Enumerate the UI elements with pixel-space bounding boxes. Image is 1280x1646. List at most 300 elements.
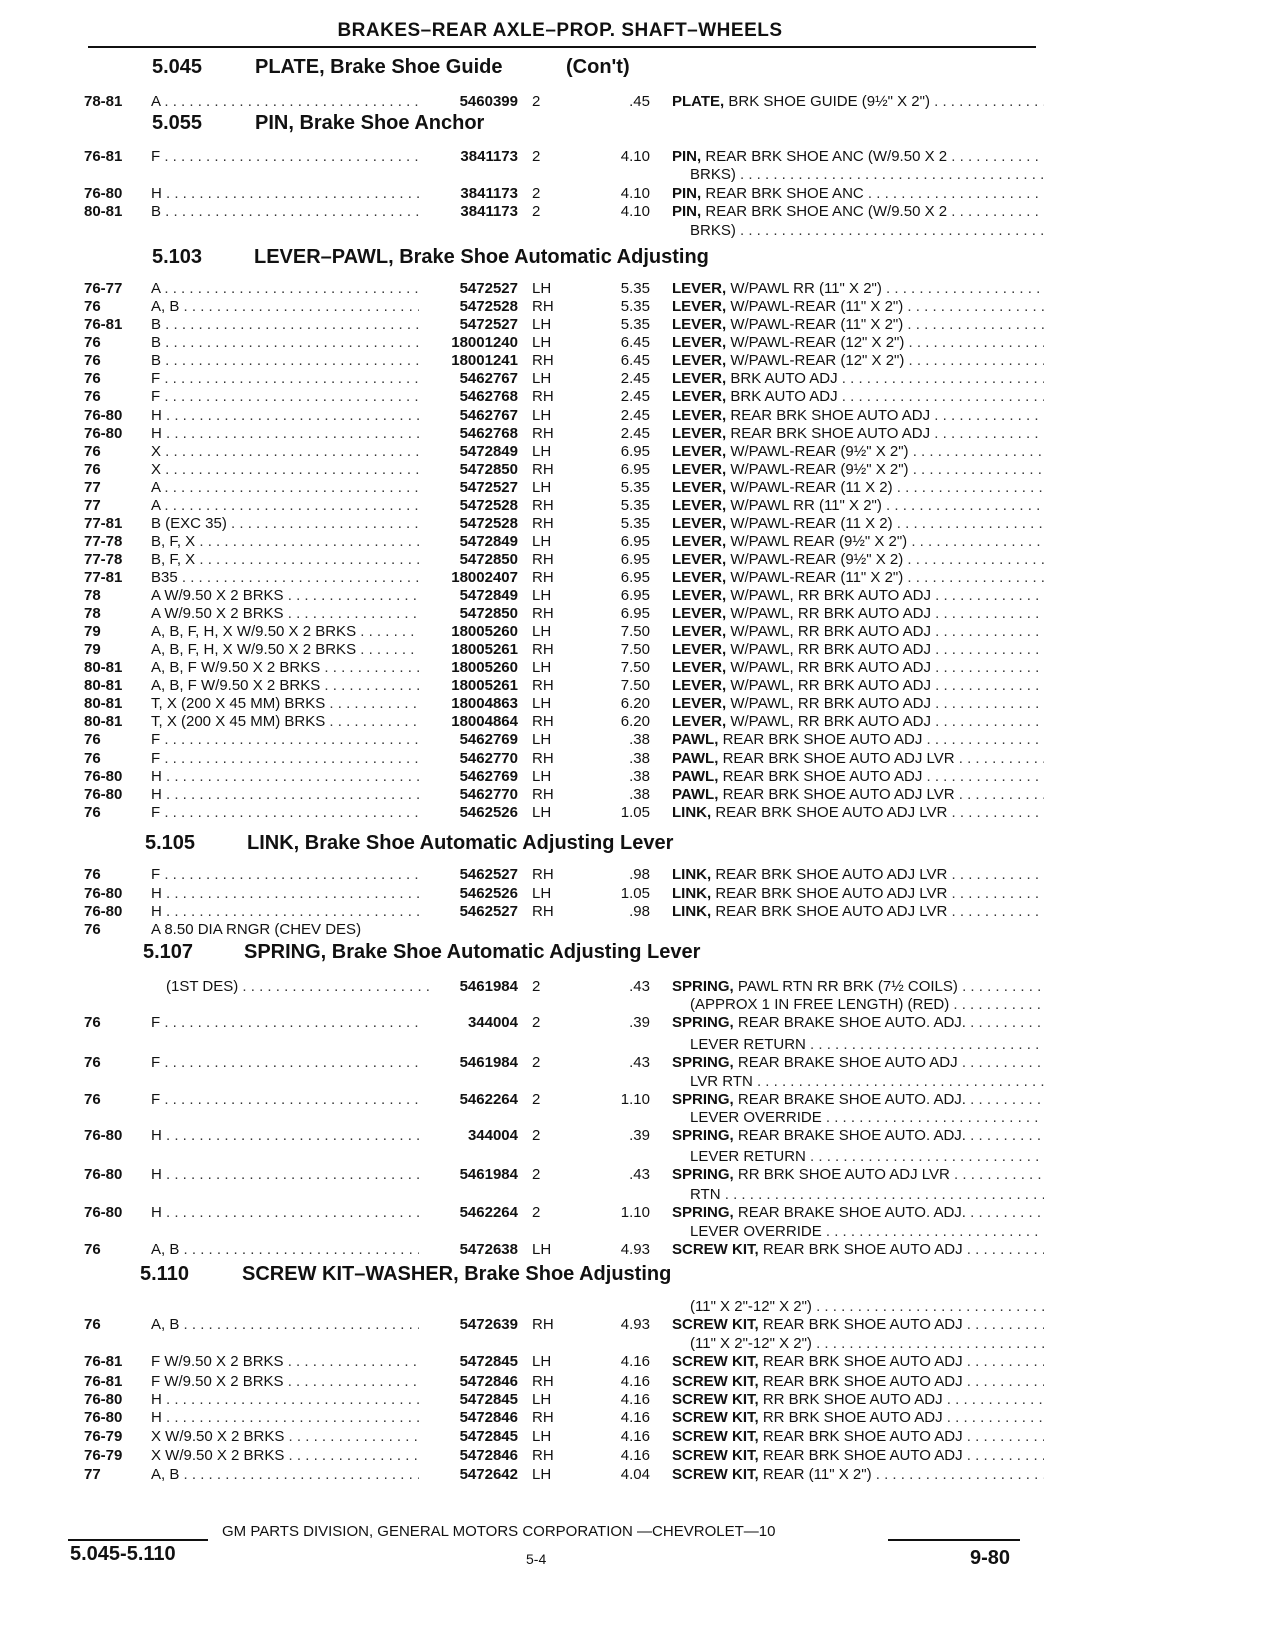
model-application: X . . . [151,443,419,461]
parts-row [0,659,1280,677]
model-year: 76-80 [84,768,123,785]
model-year: 80-81 [84,695,123,712]
description-continuation [0,166,1280,184]
quantity: 2 [532,1014,541,1031]
quantity: 2 [532,1166,541,1183]
model-year: 76-79 [84,1428,123,1445]
parts-row [0,1373,1280,1391]
model-application: X . . . [151,461,419,479]
list-price: .39 [629,1014,650,1031]
quantity: RH [532,515,554,532]
model-year: 77-81 [84,515,123,532]
part-description-text: W/PAWL, RR BRK AUTO ADJ [730,641,931,658]
part-noun: LEVER, [672,352,727,369]
part-description [672,750,1044,768]
description-continued: (APPROX 1 IN FREE LENGTH) (RED) . . . [690,996,1044,1014]
quantity: LH [532,334,552,351]
parts-row [0,768,1280,786]
part-noun: PIN, [672,185,702,202]
quantity: RH [532,388,554,405]
list-price: 6.95 [620,443,650,460]
part-noun: LEVER, [672,443,727,460]
list-price: 6.95 [620,569,650,586]
part-description-text: REAR BRK SHOE ANC (W/9.50 X 2 [705,148,948,165]
part-number: 5472642 [459,1466,518,1483]
parts-row [0,93,1280,111]
list-price: 5.35 [620,497,650,514]
list-price: 2.45 [620,388,650,405]
model-application: H . . . [151,1409,419,1427]
part-description [672,479,1044,497]
description-continued: LEVER RETURN . . . [690,1148,1044,1166]
part-noun: SPRING, [672,978,734,995]
section-number: 5.103 [152,246,203,268]
part-description [672,978,1044,996]
model-application: T, X (200 X 45 MM) BRKS . . . [151,695,419,713]
part-noun: PAWL, [672,768,719,785]
list-price: 6.95 [620,461,650,478]
part-description [672,605,1044,623]
section-number: 5.045 [152,56,203,78]
quantity: LH [532,316,552,333]
list-price: .43 [629,978,650,995]
part-description [672,425,1044,443]
part-number: 18002407 [451,569,518,586]
model-year: 76-80 [84,1409,123,1426]
model-application: F . . . [151,148,419,166]
quantity: 2 [532,185,541,202]
model-year: 76 [84,1014,101,1031]
model-year: 76 [84,1316,101,1333]
list-price: 5.35 [620,316,650,333]
description-continuation [0,996,1280,1014]
part-description-text: REAR BRK SHOE AUTO ADJ [762,1447,963,1464]
description-continuation [0,1298,1280,1316]
part-description-text: W/PAWL, RR BRK AUTO ADJ [730,623,931,640]
part-description-text: BRK AUTO ADJ [730,388,838,405]
parts-row [0,1353,1280,1371]
parts-row [0,1127,1280,1145]
list-price: .38 [629,768,650,785]
part-noun: SPRING, [672,1166,734,1183]
list-price: .98 [629,903,650,920]
part-number: 5472850 [459,551,518,568]
part-number: 5472846 [459,1409,518,1426]
model-year: 77 [84,497,101,514]
part-description-text: W/PAWL, RR BRK AUTO ADJ [730,659,931,676]
list-price: 2.45 [620,370,650,387]
parts-row [0,1204,1280,1222]
section-number: 5.110 [140,1263,189,1285]
model-application: H . . . [151,1127,419,1145]
part-number: 5462768 [459,388,518,405]
model-application: A, B . . . [151,1316,419,1334]
part-description-text: REAR BRK SHOE AUTO ADJ [762,1353,963,1370]
part-description [672,1373,1044,1391]
quantity: 2 [532,1127,541,1144]
part-noun: LINK, [672,804,712,821]
model-application: B . . . [151,334,419,352]
part-number: 18005261 [451,677,518,694]
list-price: .39 [629,1127,650,1144]
quantity: LH [532,1428,552,1445]
model-application: B, F, X . . . [151,551,419,569]
parts-row [0,1166,1280,1184]
model-year: 76 [84,461,101,478]
model-year: 80-81 [84,659,123,676]
part-description [672,443,1044,461]
model-application: F . . . [151,731,419,749]
model-year: 76-80 [84,1391,123,1408]
model-year: 76 [84,1241,101,1258]
part-description [672,866,1044,884]
description-continued: (11" X 2"-12" X 2") . . . [690,1335,1044,1353]
part-noun: LEVER, [672,587,727,604]
part-noun: LEVER, [672,623,727,640]
list-price: .98 [629,866,650,883]
part-number: 344004 [467,1127,518,1144]
part-description [672,334,1044,352]
part-description-text: W/PAWL-REAR (11 X 2) [730,515,893,532]
section-name: SPRING, Brake Shoe Automatic Adjusting Lever [244,941,701,963]
parts-row [0,280,1280,298]
model-year: 76 [84,750,101,767]
list-price: 7.50 [620,641,650,658]
parts-row [0,185,1280,203]
model-application: H . . . [151,885,419,903]
model-application: F . . . [151,1014,419,1032]
model-application: H . . . [151,1204,419,1222]
model-year: 76-81 [84,1373,123,1390]
model-year: 76-80 [84,425,123,442]
part-description-text: W/PAWL, RR BRK AUTO ADJ [730,587,931,604]
description-continuation [0,1335,1280,1353]
quantity: LH [532,1466,552,1483]
part-description-text: W/PAWL, RR BRK AUTO ADJ [730,677,931,694]
part-noun: LEVER, [672,316,727,333]
list-price: .38 [629,731,650,748]
description-continued: LEVER OVERRIDE . . . [690,1109,1044,1127]
parts-row [0,443,1280,461]
part-noun: SCREW KIT, [672,1373,759,1390]
part-description [672,497,1044,515]
quantity: RH [532,298,554,315]
part-number: 5461984 [459,978,518,995]
part-description-text: W/PAWL, RR BRK AUTO ADJ [730,713,931,730]
part-noun: SPRING, [672,1091,734,1108]
model-application: H . . . [151,1166,419,1184]
quantity: LH [532,1353,552,1370]
part-description [672,1054,1044,1072]
part-description [672,903,1044,921]
part-description-text: W/PAWL-REAR (11" X 2") [730,298,904,315]
part-description-text: W/PAWL, RR BRK AUTO ADJ [730,695,931,712]
model-year: 76 [84,921,101,938]
quantity: LH [532,731,552,748]
part-number: 5462770 [459,750,518,767]
quantity: LH [532,280,552,297]
part-description-text: REAR BRAKE SHOE AUTO ADJ [737,1054,958,1071]
part-description [672,731,1044,749]
parts-row [0,1241,1280,1259]
part-number: 5461984 [459,1054,518,1071]
model-application: H . . . [151,185,419,203]
list-price: .43 [629,1166,650,1183]
model-application: (1ST DES) . . . [166,978,434,996]
model-application: F . . . [151,1091,419,1109]
part-description [672,93,1044,111]
parts-row [0,1014,1280,1032]
part-description [672,461,1044,479]
part-description [672,677,1044,695]
part-description-text: W/PAWL, RR BRK AUTO ADJ [730,605,931,622]
quantity: RH [532,569,554,586]
model-application: B, F, X . . . [151,533,419,551]
section-name: PLATE, Brake Shoe Guide [255,56,503,78]
part-description-text: BRK AUTO ADJ [730,370,838,387]
part-description [672,298,1044,316]
part-description [672,1166,1044,1184]
part-description [672,1204,1044,1222]
part-noun: SCREW KIT, [672,1353,759,1370]
list-price: 4.93 [620,1241,650,1258]
model-application: F . . . [151,388,419,406]
model-year: 76-77 [84,280,123,297]
part-description-text: W/PAWL-REAR (12" X 2") [730,334,905,351]
parts-row [0,533,1280,551]
model-application: F . . . [151,804,419,822]
part-number: 5462527 [459,866,518,883]
part-number: 5472638 [459,1241,518,1258]
part-description [672,515,1044,533]
part-noun: SCREW KIT, [672,1316,759,1333]
part-description-text: W/PAWL-REAR (11" X 2") [730,316,904,333]
list-price: 4.93 [620,1316,650,1333]
part-description-text: REAR BRK SHOE AUTO ADJ [762,1428,963,1445]
parts-row [0,804,1280,822]
list-price: .45 [629,93,650,110]
description-continued: (11" X 2"-12" X 2") . . . [690,1298,1044,1316]
model-application: A . . . [151,280,419,298]
part-number: 5462526 [459,804,518,821]
model-year: 80-81 [84,713,123,730]
list-price: 6.95 [620,533,650,550]
description-continued: LEVER OVERRIDE . . . [690,1223,1044,1241]
model-year: 76-79 [84,1447,123,1464]
list-price: .38 [629,750,650,767]
part-number: 5462264 [459,1091,518,1108]
parts-row [0,388,1280,406]
part-description-text: RR BRK SHOE AUTO ADJ [762,1409,943,1426]
part-number: 5472849 [459,533,518,550]
part-number: 5472528 [459,515,518,532]
list-price: 1.05 [620,804,650,821]
part-description [672,352,1044,370]
model-year: 76-81 [84,316,123,333]
model-year: 77-78 [84,551,123,568]
part-description-text: PAWL RTN RR BRK (7½ COILS) [737,978,958,995]
header-rule [88,46,1036,48]
quantity: 2 [532,1204,541,1221]
part-noun: SPRING, [672,1127,734,1144]
part-number: 5462768 [459,425,518,442]
part-number: 5462264 [459,1204,518,1221]
part-description [672,768,1044,786]
part-description [672,713,1044,731]
part-number: 5472528 [459,298,518,315]
quantity: RH [532,425,554,442]
footer-rule-right [888,1539,1020,1541]
part-noun: PAWL, [672,786,719,803]
part-number: 5462769 [459,768,518,785]
list-price: 4.04 [620,1466,650,1483]
part-number: 5472849 [459,443,518,460]
part-description [672,533,1044,551]
list-price: 5.35 [620,515,650,532]
part-number: 5462526 [459,885,518,902]
model-application: F W/9.50 X 2 BRKS . . . [151,1353,419,1371]
parts-row [0,623,1280,641]
part-description [672,659,1044,677]
part-noun: LEVER, [672,388,727,405]
part-description [672,786,1044,804]
parts-row [0,885,1280,903]
parts-row [0,605,1280,623]
part-description-text: W/PAWL-REAR (9½" X 2") [730,461,909,478]
model-year: 76 [84,866,101,883]
part-noun: SCREW KIT, [672,1391,759,1408]
part-noun: LEVER, [672,641,727,658]
quantity: LH [532,407,552,424]
quantity: RH [532,903,554,920]
quantity: LH [532,479,552,496]
part-number: 18005260 [451,623,518,640]
part-noun: LEVER, [672,479,727,496]
parts-row [0,1447,1280,1465]
part-description [672,407,1044,425]
part-number: 3841173 [460,185,518,202]
quantity: RH [532,605,554,622]
model-year: 76 [84,1091,101,1108]
model-year: 76 [84,1054,101,1071]
model-year: 76 [84,388,101,405]
part-description-text: W/PAWL REAR (9½" X 2") [730,533,908,550]
part-number: 5472528 [459,497,518,514]
quantity: 2 [532,1054,541,1071]
part-description [672,1316,1044,1334]
part-description-text: REAR BRK SHOE ANC [705,185,864,202]
part-description [672,695,1044,713]
description-continuation [0,1223,1280,1241]
part-number: 5472527 [459,280,518,297]
model-year: 80-81 [84,677,123,694]
list-price: .38 [629,786,650,803]
section-number: 5.055 [152,112,203,134]
parts-row [0,587,1280,605]
parts-row [0,407,1280,425]
part-description-text: REAR BRAKE SHOE AUTO. ADJ. [737,1014,966,1031]
model-application: B . . . [151,316,419,334]
part-noun: LINK, [672,866,712,883]
parts-row [0,352,1280,370]
part-number: 5461984 [459,1166,518,1183]
list-price: 4.10 [620,185,650,202]
list-price: 1.10 [620,1091,650,1108]
list-price: 5.35 [620,298,650,315]
description-continued: LVR RTN . . . [690,1073,1044,1091]
part-number: 5462770 [459,786,518,803]
model-application: B . . . [151,203,419,221]
quantity: LH [532,695,552,712]
quantity: 2 [532,93,541,110]
section-number: 5.105 [145,832,196,854]
part-number: 5472845 [459,1353,518,1370]
model-year: 78 [84,605,101,622]
part-description-text: REAR BRAKE SHOE AUTO. ADJ. [737,1204,966,1221]
part-description-text: REAR (11" X 2") [762,1466,872,1483]
parts-row [0,903,1280,921]
parts-row [0,677,1280,695]
quantity: LH [532,804,552,821]
section-name: PIN, Brake Shoe Anchor [255,112,485,134]
model-application: A . . . [151,479,419,497]
model-year: 76-81 [84,1353,123,1370]
part-number: 18001240 [451,334,518,351]
part-noun: SCREW KIT, [672,1409,759,1426]
parts-row [0,515,1280,533]
list-price: 6.95 [620,605,650,622]
part-number: 18005261 [451,641,518,658]
model-year: 76-80 [84,407,123,424]
part-noun: LEVER, [672,677,727,694]
parts-row [0,1091,1280,1109]
list-price: 4.16 [620,1373,650,1390]
list-price: 4.16 [620,1447,650,1464]
part-noun: LEVER, [672,497,727,514]
part-description-text: REAR BRAKE SHOE AUTO. ADJ. [737,1127,966,1144]
list-price: 6.45 [620,334,650,351]
model-year: 76-80 [84,1204,123,1221]
part-number: 5472850 [459,605,518,622]
part-description [672,1409,1044,1427]
description-continued: BRKS) . . . [690,222,1044,240]
section-continued: (Con't) [566,56,630,78]
part-description-text: REAR BRK SHOE AUTO ADJ [762,1241,963,1258]
part-description [672,1241,1044,1259]
quantity: LH [532,443,552,460]
part-number: 5472849 [459,587,518,604]
part-description [672,587,1044,605]
part-description [672,1428,1044,1446]
description-continued: LEVER RETURN . . . [690,1036,1044,1054]
model-year: 78-81 [84,93,123,110]
part-description-text: RR BRK SHOE AUTO ADJ LVR [737,1166,950,1183]
list-price: 2.45 [620,425,650,442]
part-description-text: REAR BRK SHOE AUTO ADJ [762,1373,963,1390]
part-description [672,1127,1044,1145]
part-number: 5472845 [459,1428,518,1445]
part-description [672,280,1044,298]
part-number: 5462769 [459,731,518,748]
part-noun: LEVER, [672,533,727,550]
part-noun: LINK, [672,903,712,920]
model-year: 77 [84,479,101,496]
part-noun: LEVER, [672,280,727,297]
quantity: LH [532,370,552,387]
model-application: A W/9.50 X 2 BRKS . . . [151,587,419,605]
list-price: 7.50 [620,677,650,694]
model-year: 76-80 [84,185,123,202]
